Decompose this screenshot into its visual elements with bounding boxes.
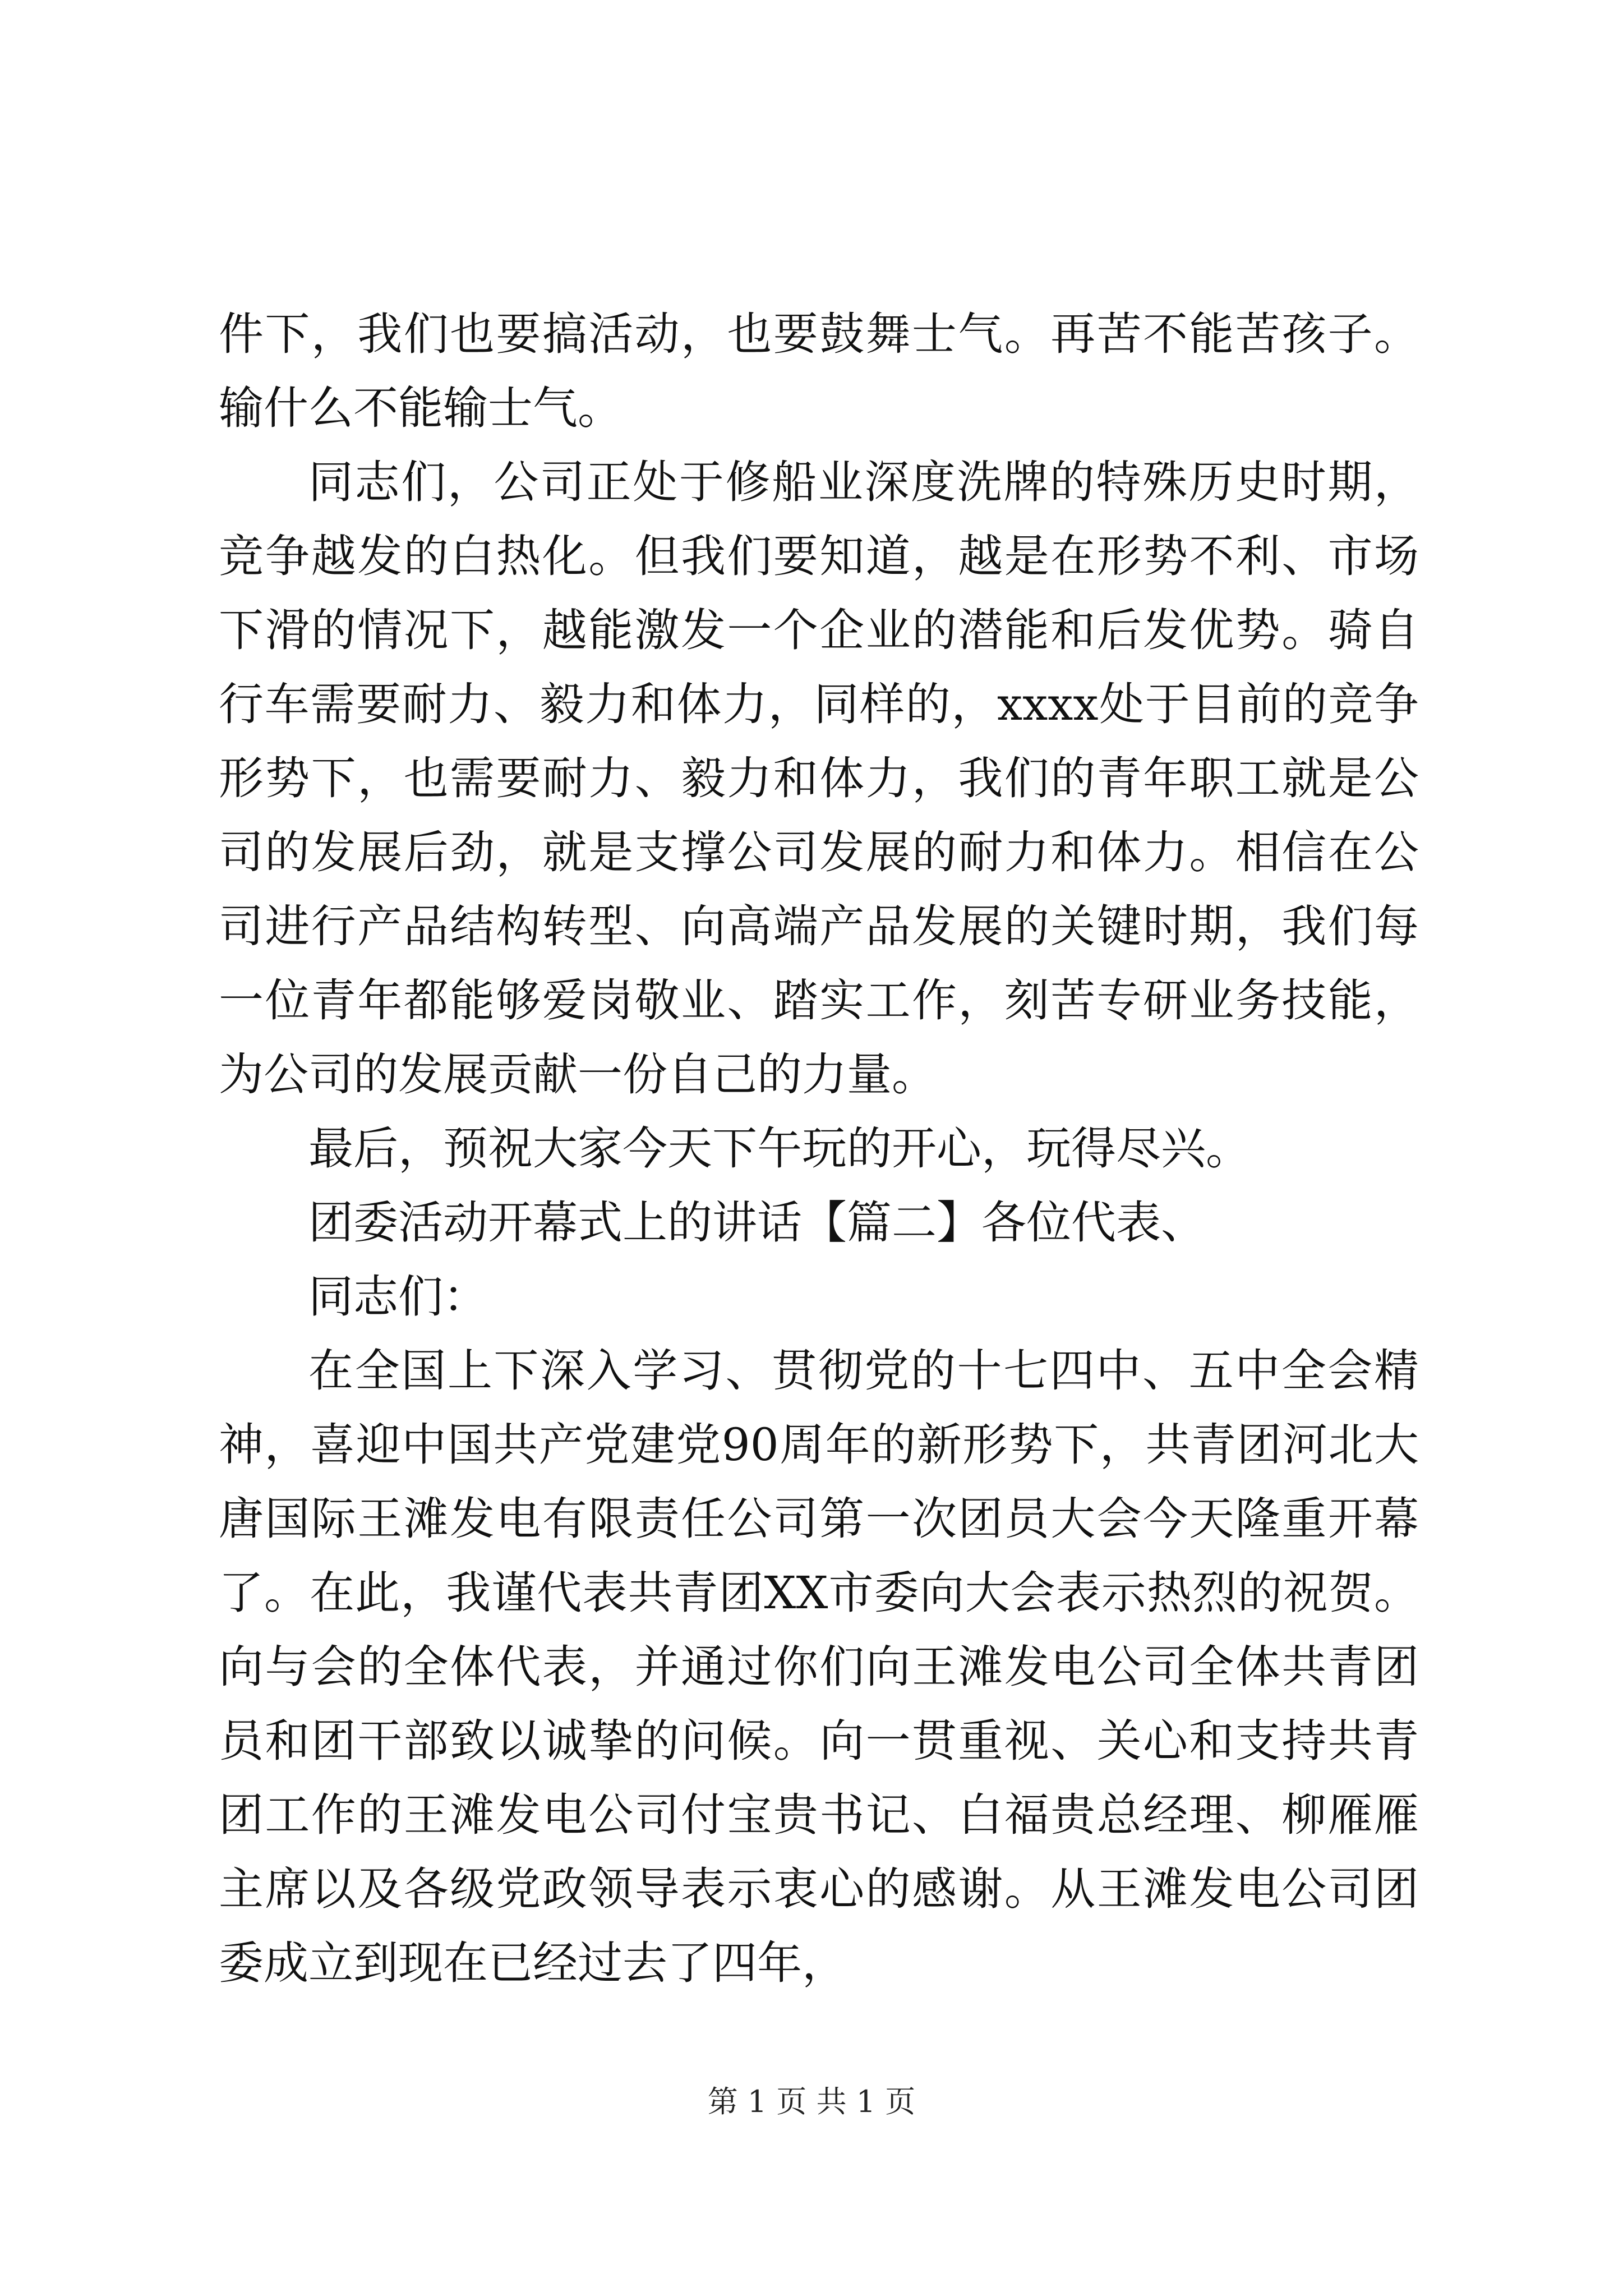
paragraph-section-heading: 团委活动开幕式上的讲话【篇二】各位代表、 — [308, 1197, 1206, 1249]
paragraph-continuation: 件下，我们也要搞活动，也要鼓舞士气。再苦不能苦孩子。输什么不能输士气。 — [219, 308, 1419, 434]
document-body — [219, 297, 1419, 2000]
paragraph-closing-wish: 最后，预祝大家今天下午玩的开心，玩得尽兴。 — [308, 1122, 1251, 1175]
page-number: 第 1 页 共 1 页 — [707, 2084, 916, 2119]
page-footer — [0, 2082, 1623, 2122]
paragraph-company-situation: 同志们，公司正处于修船业深度洗牌的特殊历史时期，竞争越发的白热化。但我们要知道，越是在形势不利、市场下滑的情况下，越能激发一个企业的潜能和后发优势。骑自行车需要耐力、毅力和体力，同样的，xxxx处于目前的竞争形势下，也需要耐力、毅力和体力，我们的青年职工就是公司的发展后劲，就是支撑公司发展的耐力和体力。相信在公司进行产品结构转型、向高端产品发展的关键时期，我们每一位青年都能够爱岗敬业、踏实工作，刻苦专研业务技能，为公司的发展贡献一份自己的力量。 — [219, 456, 1419, 1101]
paragraph-salutation: 同志们： — [308, 1271, 488, 1323]
paragraph-opening-speech: 在全国上下深入学习、贯彻党的十七四中、五中全会精神，喜迎中国共产党建党90周年的新形势下，共青团河北大唐国际王滩发电有限责任公司第一次团员大会今天隆重开幕了。在此，我谨代表共青团XX市委向大会表示热烈的祝贺。向与会的全体代表，并通过你们向王滩发电公司全体共青团员和团干部致以诚挚的问候。向一贯重视、关心和支持共青团工作的王滩发电公司付宝贵书记、白福贵总经理、柳雁雁主席以及各级党政领导表示衷心的感谢。从王滩发电公司团委成立到现在已经过去了四年， — [219, 1345, 1419, 1989]
